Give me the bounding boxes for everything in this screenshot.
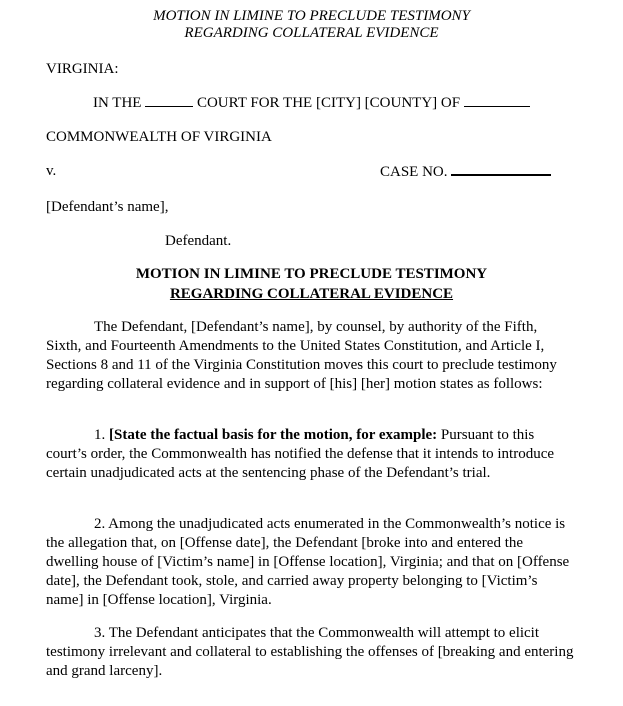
p3-text: 3. The Defendant anticipates that the Commonwealth will attempt to elicit testimony irrelevant and collateral to establishing the offenses of [breaking and entering and grand larceny]. (46, 625, 574, 679)
case-number (380, 162, 551, 181)
p2-text: 2. Among the unadjudicated acts enumerated in the Commonwealth’s notice is the allegation that, on [Offense date], the Defendant [broke into and entered the dwelling house of [Victim’s name] in [Offense location], Virginia; and that on [Offense date], the Defendant took, stole, and carried away property belonging to [Victim’s name] in [Offense location], Virginia. (46, 516, 570, 608)
paragraph-1 (46, 426, 576, 483)
court-middle: COURT FOR THE [CITY] [COUNTY] OF (196, 95, 461, 111)
court-caption (93, 94, 530, 112)
paragraph-3 (46, 624, 576, 681)
versus-label: v. (46, 163, 57, 179)
intro-paragraph (46, 318, 576, 394)
p1-bold-text: [State the factual basis for the motion, for example: (109, 427, 438, 443)
paragraph-2 (46, 515, 576, 610)
header-title-line2: REGARDING COLLATERAL EVIDENCE (184, 25, 439, 41)
motion-title-line1: MOTION IN LIMINE TO PRECLUDE TESTIMONY (135, 266, 488, 282)
locality-blank (464, 94, 530, 107)
motion-title-line2: REGARDING COLLATERAL EVIDENCE (169, 286, 454, 302)
p1-number: 1. (94, 427, 106, 443)
court-blank (145, 94, 193, 107)
case-no-label: CASE NO. (380, 164, 448, 180)
defendant-label: Defendant. (165, 233, 232, 249)
state-caption: VIRGINIA: (46, 61, 119, 77)
defendant-name: [Defendant’s name], (46, 199, 169, 215)
intro-text: The Defendant, [Defendant’s name], by counsel, by authority of the Fifth, Sixth, and Fourteenth Amendments to the United States Constitution, and Article I, Sections 8 and 11 of the Virginia Constitution moves this court to preclude testimony regarding collateral evidence and in support of [his] [her] motion states as follows: (46, 319, 557, 392)
header-title-line1: MOTION IN LIMINE TO PRECLUDE TESTIMONY (153, 8, 470, 24)
p1-text: Pursuant to this court’s order, the Commonwealth has notified the defense that it intends to introduce certain unadjudicated acts at the sentencing phase of the Defendant’s trial. (46, 427, 555, 481)
court-prefix: IN THE (93, 95, 142, 111)
commonwealth-caption: COMMONWEALTH OF VIRGINIA (46, 129, 272, 145)
case-no-blank (451, 162, 551, 176)
